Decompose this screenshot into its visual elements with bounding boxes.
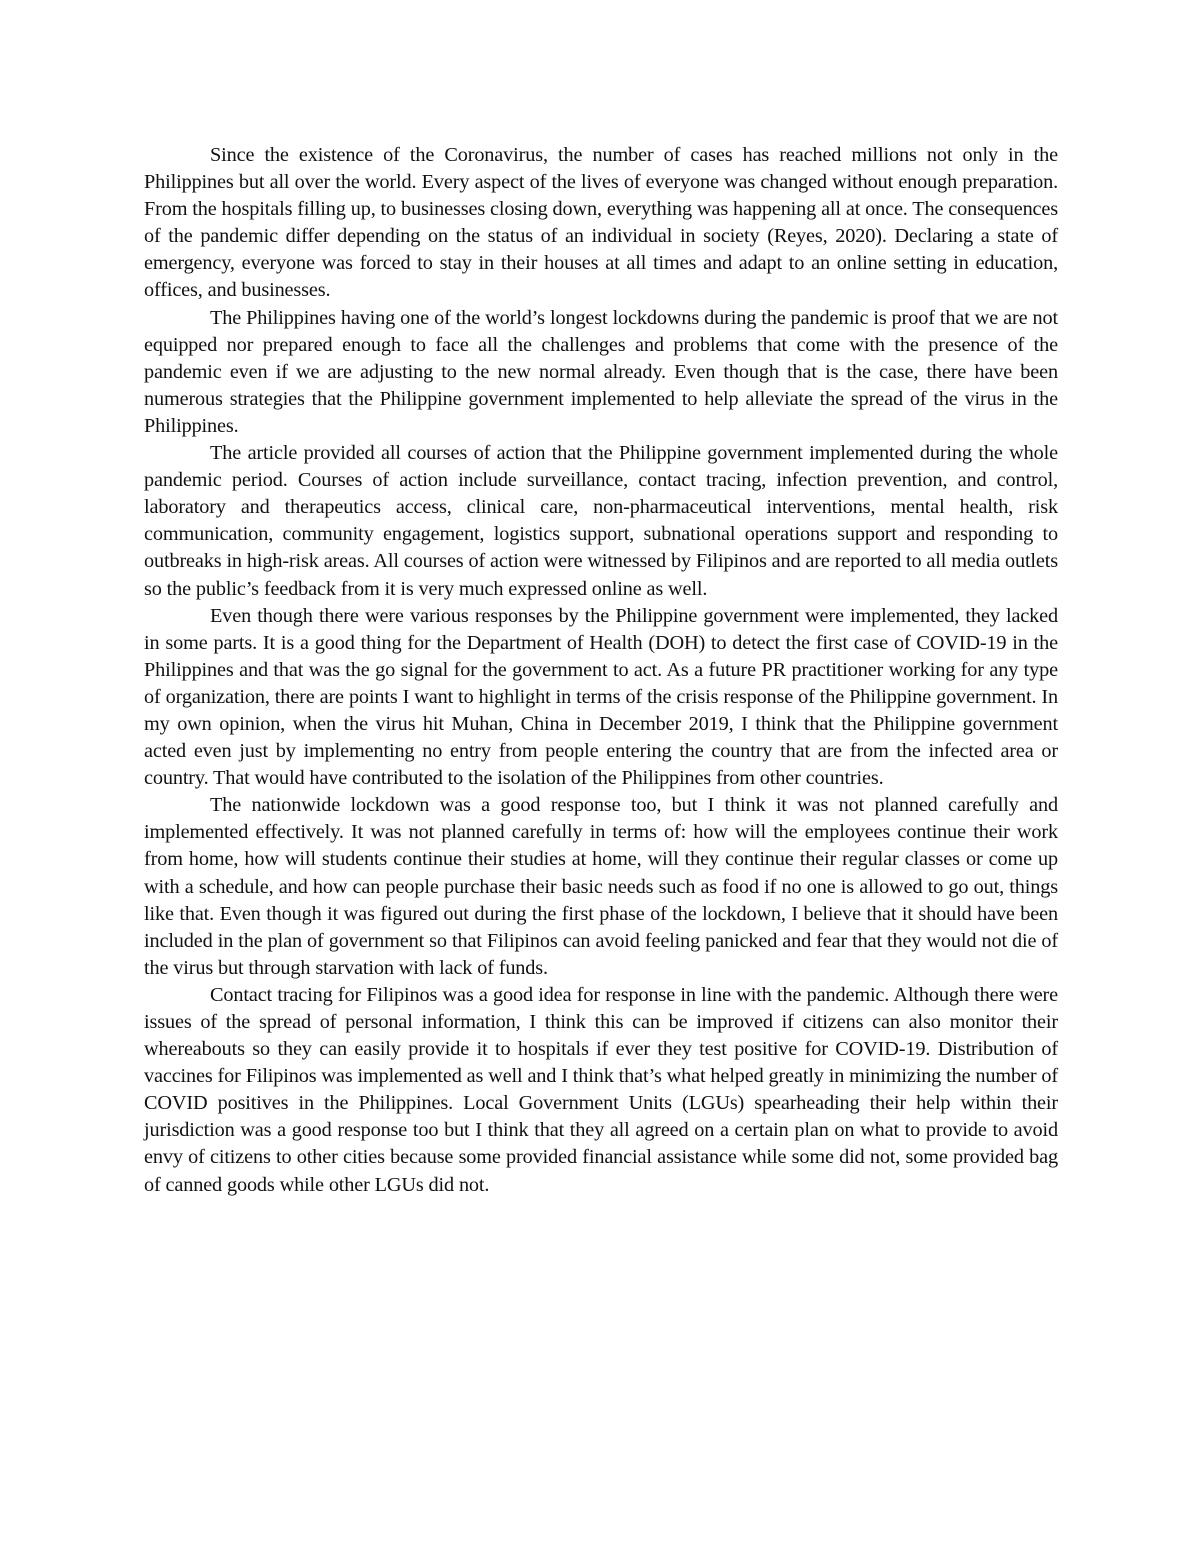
paragraph-5: The nationwide lockdown was a good response too, but I think it was not planned carefully and implemented effectively. It was not planned carefully in terms of: how will the employees continue their work from home, how will students continue their studies at home, will they continue their regular classes or come up with a schedule, and how can people purchase their basic needs such as food if no one is allowed to go out, things like that. Even though it was figured out during the first phase of the lockdown, I believe that it should have been included in the plan of government so that Filipinos can avoid feeling panicked and fear that they would not die of the virus but through starvation with lack of funds.: [144, 794, 1058, 979]
paragraph-2: The Philippines having one of the world’s longest lockdowns during the pandemic is proof that we are not equipped nor prepared enough to face all the challenges and problems that come with the presence of the pandemic even if we are adjusting to the new normal already. Even though that is the case, there have been numerous strategies that the Philippine government implemented to help alleviate the spread of the virus in the Philippines.: [144, 306, 1058, 437]
paragraph-1: Since the existence of the Coronavirus, the number of cases has reached millions not only in the Philippines but all over the world. Every aspect of the lives of everyone was changed without enough preparation. From the hospitals filling up, to businesses closing down, everything was happening all at once. The consequences of the pandemic differ depending on the status of an individual in society (Reyes, 2020). Declaring a state of emergency, everyone was forced to stay in their houses at all times and adapt to an online setting in education, offices, and businesses.: [144, 144, 1058, 302]
paragraph-6: Contact tracing for Filipinos was a good idea for response in line with the pandemic. Although there were issues of the spread of personal information, I think this can be improved if citizens can also monitor their whereabouts so they can easily provide it to hospitals if ever they test positive for COVID-19. Distribution of vaccines for Filipinos was implemented as well and I think that’s what helped greatly in minimizing the number of COVID positives in the Philippines. Local Government Units (LGUs) spearheading their help within their jurisdiction was a good response too but I think that they all agreed on a certain plan on what to provide to avoid envy of citizens to other cities because some provided financial assistance while some did not, some provided bag of canned goods while other LGUs did not.: [144, 983, 1058, 1196]
paragraph-3: The article provided all courses of action that the Philippine government implemented during the whole pandemic period. Courses of action include surveillance, contact tracing, infection prevention, and control, laboratory and therapeutics access, clinical care, non-pharmaceutical interventions, mental health, risk communication, community engagement, logistics support, subnational operations support and responding to outbreaks in high-risk areas. All courses of action were witnessed by Filipinos and are reported to all media outlets so the public’s feedback from it is very much expressed online as well.: [144, 442, 1058, 600]
paragraph-4: Even though there were various responses by the Philippine government were implemented, they lacked in some parts. It is a good thing for the Department of Health (DOH) to detect the first case of COVID-19 in the Philippines and that was the go signal for the government to act. As a future PR practitioner working for any type of organization, there are points I want to highlight in terms of the crisis response of the Philippine government. In my own opinion, when the virus hit Muhan, China in December 2019, I think that the Philippine government acted even just by implementing no entry from people entering the country that are from the infected area or country. That would have contributed to the isolation of the Philippines from other countries.: [144, 604, 1058, 790]
document-body: [144, 142, 1058, 1199]
